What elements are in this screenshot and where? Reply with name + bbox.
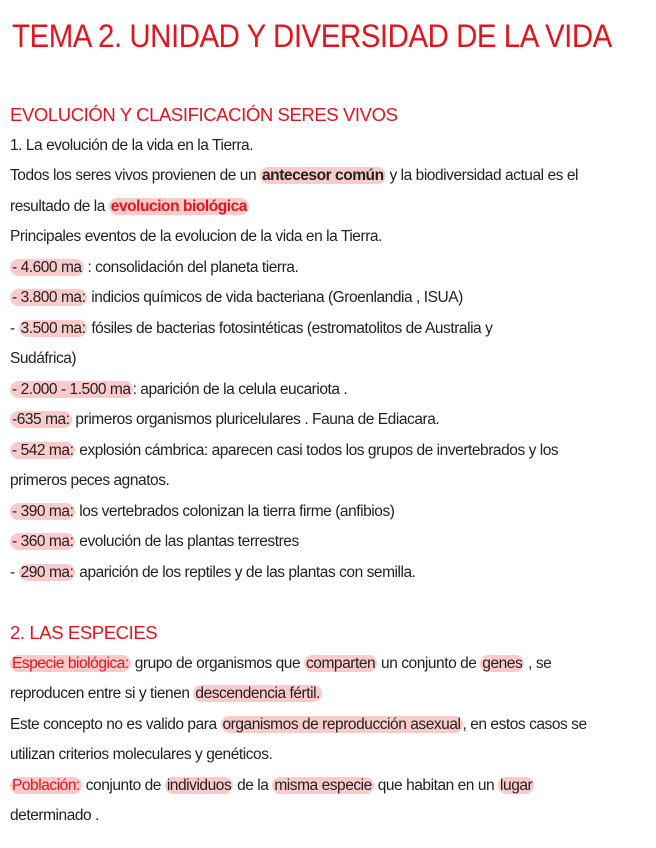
text-line: [10, 165, 578, 187]
text-segment: un conjunto de: [377, 654, 481, 672]
text-segment: de la: [233, 776, 273, 794]
highlighted-text: - 390 ma:: [12, 502, 74, 520]
text-line: [10, 470, 169, 492]
text-line: [10, 318, 492, 340]
text-segment: Todos los seres vivos provienen de un: [10, 167, 260, 184]
text-line: [10, 440, 558, 462]
text-segment: 2. LAS ESPECIES: [10, 622, 158, 643]
page-title: TEMA 2. UNIDAD Y DIVERSIDAD DE LA VIDA: [12, 18, 612, 54]
text-segment: aparición de los reptiles y de las plantas con semilla.: [75, 563, 416, 581]
highlighted-text: - 3.800 ma:: [12, 289, 86, 306]
text-segment: primeros peces agnatos.: [10, 472, 170, 489]
text-segment: Sudáfrica): [10, 350, 77, 367]
text-segment: y la biodiversidad actual es el: [385, 167, 578, 184]
text-segment: Este concepto no es valido para: [10, 715, 221, 733]
text-line: [10, 348, 76, 370]
text-segment: que habitan en un: [373, 776, 499, 794]
text-line: [10, 531, 299, 553]
text-segment: explosión cámbrica: aparecen casi todos los grupos de invertebrados y los: [75, 441, 559, 459]
text-line: [10, 379, 347, 401]
text-line: [10, 135, 253, 157]
highlighted-text: - 2.000 - 1.500 ma: [12, 380, 131, 398]
text-segment: conjunto de: [81, 776, 165, 794]
text-line: [10, 257, 298, 279]
text-segment: 1. La evolución de la vida en la Tierra.: [10, 136, 254, 154]
text-segment: , en estos casos se: [462, 715, 587, 733]
highlighted-text: - 542 ma:: [12, 441, 74, 459]
highlighted-text: Especie biológica:: [12, 654, 129, 672]
highlighted-text: antecesor común: [262, 167, 384, 184]
text-line: [10, 805, 99, 827]
text-line: [10, 409, 439, 431]
text-segment: indicios químicos de vida bacteriana (Groenlandia , ISUA): [87, 289, 463, 306]
text-line: [10, 775, 534, 797]
text-line: [10, 226, 382, 248]
section-heading: [10, 104, 398, 126]
text-segment: , se: [524, 654, 552, 672]
text-line: [10, 562, 416, 584]
highlighted-text: genes: [482, 654, 523, 672]
text-line: [10, 714, 587, 736]
text-line: [10, 196, 249, 218]
highlighted-text: - 360 ma:: [12, 533, 74, 550]
text-line: [10, 287, 463, 309]
text-segment: los vertebrados colonizan la tierra firme (anfibios): [75, 502, 395, 520]
text-segment: resultado de la: [10, 197, 109, 215]
text-segment: grupo de organismos que: [130, 654, 304, 672]
highlighted-text: lugar: [500, 776, 533, 794]
highlighted-text: organismos de reproducción asexual: [222, 715, 461, 733]
text-segment: : aparición de la celula eucariota .: [132, 380, 348, 398]
highlighted-text: evolucion biológica: [110, 197, 247, 215]
text-segment: utilizan criterios moleculares y genéticos.: [10, 746, 273, 763]
text-segment: reproducen entre si y tienen: [10, 685, 194, 702]
highlighted-text: - 4.600 ma: [12, 258, 82, 276]
highlighted-text: -635 ma:: [12, 411, 70, 428]
highlighted-text: descendencia fértil.: [195, 685, 320, 702]
text-segment: primeros organismos pluricelulares . Fauna de Ediacara.: [71, 411, 440, 428]
text-segment: determinado .: [10, 807, 99, 824]
text-segment: fósiles de bacterias fotosintéticas (estromatolitos de Australia y: [87, 319, 493, 337]
text-segment: Principales eventos de la evolucion de la vida en la Tierra.: [10, 228, 382, 245]
highlighted-text: misma especie: [274, 776, 372, 794]
text-segment: : consolidación del planeta tierra.: [83, 258, 299, 276]
text-segment: EVOLUCIÓN Y CLASIFICACIÓN SERES VIVOS: [10, 104, 398, 125]
highlighted-text: comparten: [306, 654, 376, 672]
highlighted-text: individuos: [166, 776, 232, 794]
section-heading: [10, 622, 157, 644]
text-line: [10, 653, 551, 675]
highlighted-text: Población:: [12, 776, 80, 794]
highlighted-text: 3.500 ma:: [20, 319, 86, 337]
text-line: [10, 683, 322, 705]
text-segment: evolución de las plantas terrestres: [75, 533, 299, 550]
text-segment: -: [10, 319, 19, 337]
text-line: [10, 501, 394, 523]
text-segment: -: [10, 563, 19, 581]
text-line: [10, 744, 272, 766]
highlighted-text: 290 ma:: [20, 563, 74, 581]
